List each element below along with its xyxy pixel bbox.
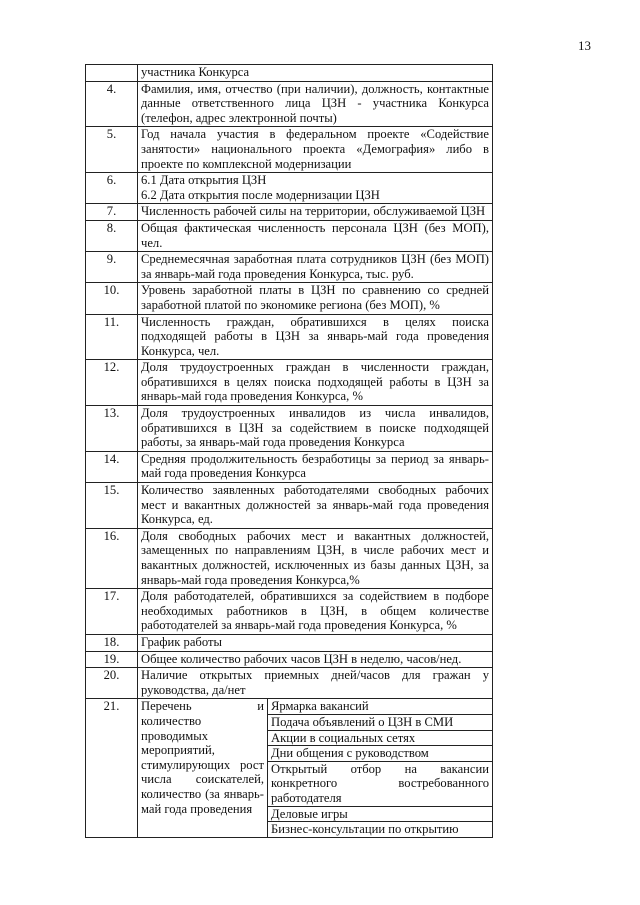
table-row bbox=[86, 220, 493, 251]
row-number: 5. bbox=[86, 127, 138, 173]
row-description: Общее количество рабочих часов ЦЗН в неделю, часов/нед. bbox=[138, 651, 493, 668]
row-number: 21. bbox=[86, 699, 138, 837]
row-number: 18. bbox=[86, 634, 138, 651]
row-description: Общая фактическая численность персонала ЦЗН (без МОП), чел. bbox=[138, 220, 493, 251]
table-row bbox=[86, 528, 493, 588]
row-21-description: Перечень и количество проводимых мероприятий, стимулирующих рост числа соискателей, количество (за январь-май года проведения bbox=[138, 699, 268, 836]
row-number: 7. bbox=[86, 204, 138, 221]
row-number: 14. bbox=[86, 451, 138, 482]
table-row bbox=[86, 406, 493, 452]
table-row bbox=[86, 65, 493, 82]
row-description: График работы bbox=[138, 634, 493, 651]
row-number: 12. bbox=[86, 360, 138, 406]
row-number: 13. bbox=[86, 406, 138, 452]
row-description: Количество заявленных работодателями свободных рабочих мест и вакантных должностей за январь-май года проведения Конкурса, ед. bbox=[138, 483, 493, 529]
row-description: участника Конкурса bbox=[138, 65, 493, 82]
table-row bbox=[86, 252, 493, 283]
row-number: 15. bbox=[86, 483, 138, 529]
row-description: Наличие открытых приемных дней/часов для гражан у руководства, да/нет bbox=[138, 668, 493, 699]
row-number: 16. bbox=[86, 528, 138, 588]
row-number: 11. bbox=[86, 314, 138, 360]
activity-item: Ярмарка вакансий bbox=[268, 699, 492, 714]
activity-item: Подача объявлений о ЦЗН в СМИ bbox=[268, 714, 492, 730]
row-description: Среднемесячная заработная плата сотрудников ЦЗН (без МОП) за январь-май года проведения Конкурса, тыс. руб. bbox=[138, 252, 493, 283]
row-number: 20. bbox=[86, 668, 138, 699]
row-description: 6.1 Дата открытия ЦЗН 6.2 Дата открытия после модернизации ЦЗН bbox=[138, 173, 493, 204]
row-description: Доля трудоустроенных граждан в численности граждан, обратившихся в целях поиска подходящей работы в ЦЗН за январь-май года проведения Конкурса, % bbox=[138, 360, 493, 406]
row-description: Фамилия, имя, отчество (при наличии), должность, контактные данные ответственного лица ЦЗН - участника Конкурса (телефон, адрес электронной почты) bbox=[138, 81, 493, 127]
table-row bbox=[86, 668, 493, 699]
row-description: Доля свободных рабочих мест и вакантных должностей, замещенных по направлениям ЦЗН, в числе рабочих мест и вакантных должностей, исключенных из базы данных ЦЗН, за январь-май года проведения Конкурса,% bbox=[138, 528, 493, 588]
row-number: 9. bbox=[86, 252, 138, 283]
table-row bbox=[86, 127, 493, 173]
activity-item: Дни общения с руководством bbox=[268, 746, 492, 762]
page-number: 13 bbox=[578, 38, 591, 53]
table-row bbox=[86, 634, 493, 651]
row-number: 19. bbox=[86, 651, 138, 668]
table-row bbox=[86, 699, 493, 837]
table-row bbox=[86, 204, 493, 221]
row-number: 4. bbox=[86, 81, 138, 127]
criteria-table bbox=[85, 64, 493, 838]
row-description: Средняя продолжительность безработицы за период за январь-май года проведения Конкурса bbox=[138, 451, 493, 482]
activity-item: Деловые игры bbox=[268, 806, 492, 822]
row-number bbox=[86, 65, 138, 82]
row-description: Численность рабочей силы на территории, обслуживаемой ЦЗН bbox=[138, 204, 493, 221]
row-number: 8. bbox=[86, 220, 138, 251]
row-number: 10. bbox=[86, 283, 138, 314]
table-row bbox=[86, 314, 493, 360]
row-description: Доля работодателей, обратившихся за содействием в подборе необходимых работников в ЦЗН, в общем количестве работодателей за январь-май года проведения Конкурса, % bbox=[138, 589, 493, 635]
table-row bbox=[86, 81, 493, 127]
activity-item: Акции в социальных сетях bbox=[268, 730, 492, 746]
row-number: 6. bbox=[86, 173, 138, 204]
row-21-cell bbox=[138, 699, 493, 837]
activity-item: Бизнес-консультации по открытию bbox=[271, 822, 459, 837]
activity-list bbox=[268, 699, 492, 836]
table-row bbox=[86, 451, 493, 482]
table-row bbox=[86, 483, 493, 529]
row-description: Уровень заработной платы в ЦЗН по сравнению со средней заработной платой по экономике региона (без МОП), % bbox=[138, 283, 493, 314]
row-description: Численность граждан, обратившихся в целях поиска подходящей работы в ЦЗН за январь-май года проведения Конкурса, чел. bbox=[138, 314, 493, 360]
table-row bbox=[86, 283, 493, 314]
table-row bbox=[86, 173, 493, 204]
row-number: 17. bbox=[86, 589, 138, 635]
row-description: Год начала участия в федеральном проекте «Содействие занятости» национального проекта «Демография» либо в проекте по комплексной модернизации bbox=[138, 127, 493, 173]
activity-item: Открытый отбор на вакансии конкретного востребованного работодателя bbox=[268, 761, 492, 806]
row-description: Доля трудоустроенных инвалидов из числа инвалидов, обратившихся в ЦЗН за содействием в поиске подходящей работы, за январь-май года проведения Конкурса bbox=[138, 406, 493, 452]
table-row bbox=[86, 589, 493, 635]
table-row bbox=[86, 360, 493, 406]
table-row bbox=[86, 651, 493, 668]
